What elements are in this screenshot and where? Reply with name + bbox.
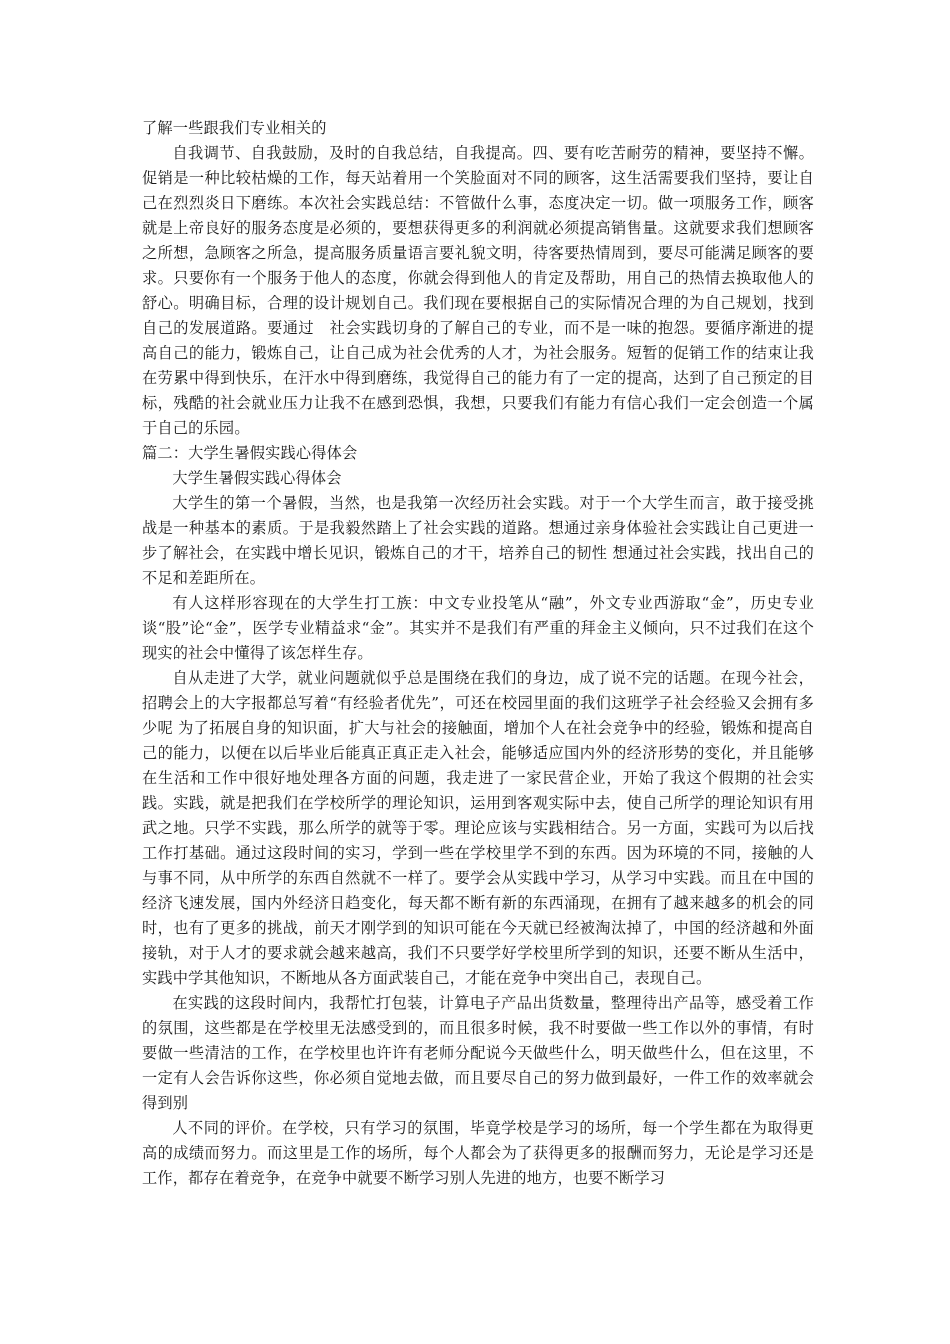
paragraph-student-workers: 有人这样形容现在的大学生打工族：中文专业投笔从“融”，外文专业西游取“金”，历史专业谈“股”论“金”，医学专业精益求“金”。其实并不是我们有严重的拜金主义倾向，只不过我们在这个现实的社会中懂得了该怎样生存。	[142, 594, 814, 662]
paragraph-employment: 自从走进了大学，就业问题就似乎总是围绕在我们的身边，成了说不完的话题。在现今社会，招聘会上的大字报都总写着“有经验者优先”，可还在校园里面的我们这班学子社会经验又会拥有多少呢 为了拓展自身的知识面，扩大与社会的接触面，增加个人在社会竞争中的经验，锻炼和提高自己的能力，以便在以后毕业后能真正真正走入社会，能够适应国内外的经济形势的变化，并且能够在生活和工作中很好地处理各方面的问题，我走进了一家民营企业，开始了我这个假期的社会实践。实践，就是把我们在学校所学的理论知识，运用到客观实际中去，使自己所学的理论知识有用武之地。只学不实践，那么所学的就等于零。理论应该与实践相结合。另一方面，实践可为以后找工作打基础。通过这段时间的实习，学到一些在学校里学不到的东西。因为环境的不同，接触的人与事不同，从中所学的东西自然就不一样了。要学会从实践中学习，从学习中实践。而且在中国的经济飞速发展，国内外经济日趋变化，每天都不断有新的东西涌现，在拥有了越来越多的机会的同时，也有了更多的挑战，前天才刚学到的知识可能在今天就已经被淘汰掉了，中国的经济越和外面接轨，对于人才的要求就会越来越高，我们不只要学好学校里所学到的知识，还要不断从生活中，实践中学其他知识，不断地从各方面武装自己，才能在竞争中突出自己，表现自己。	[142, 669, 814, 987]
document-page	[142, 116, 814, 1191]
section-heading: 篇二：大学生暑假实践心得体会	[142, 444, 358, 462]
paragraph-self-regulation: 自我调节、自我鼓励，及时的自我总结，自我提高。四、要有吃苦耐劳的精神，要坚持不懈。促销是一种比较枯燥的工作，每天站着用一个笑脸面对不同的顾客，这生活需要我们坚持，要让自己在烈烈炎日下磨练。本次社会实践总结：不管做什么事，态度决定一切。做一项服务工作，顾客就是上帝良好的服务态度是必须的，要想获得更多的利润就必须提高销售量。这就要求我们想顾客之所想，急顾客之所急，提高服务质量语言要礼貌文明，待客要热情周到，要尽可能满足顾客的要求。只要你有一个服务于他人的态度，你就会得到他人的肯定及帮助，用自己的热情去换取他人的舒心。明确目标，合理的设计规划自己。我们现在要根据自己的实际情况合理的为自己规划，找到自己的发展道路。要通过 社会实践切身的了解自己的专业，而不是一味的抱怨。要循序渐进的提高自己的能力，锻炼自己，让自己成为社会优秀的人才，为社会服务。短暂的促销工作的结束让我在劳累中得到快乐，在汗水中得到磨练，我觉得自己的能力有了一定的提高，达到了自己预定的目标，残酷的社会就业压力让我不在感到恐惧，我想，只要我们有能力有信心我们一定会创造一个属于自己的乐园。	[142, 144, 814, 437]
paragraph-evaluation: 人不同的评价。在学校，只有学习的氛围，毕竟学校是学习的场所，每一个学生都在为取得更高的成绩而努力。而这里是工作的场所，每个人都会为了获得更多的报酬而努力，无论是学习还是工作，都存在着竞争，在竞争中就要不断学习别人先进的地方，也要不断学习	[142, 1119, 814, 1187]
paragraph-first-summer: 大学生的第一个暑假，当然，也是我第一次经历社会实践。对于一个大学生而言，敢于接受挑战是一种基本的素质。于是我毅然踏上了社会实践的道路。想通过亲身体验社会实践让自己更进一步了解社会，在实践中增长见识，锻炼自己的才干，培养自己的韧性 想通过社会实践，找出自己的不足和差距所在。	[142, 494, 814, 587]
article-title: 大学生暑假实践心得体会	[172, 469, 342, 487]
paragraph-practice-period: 在实践的这段时间内，我帮忙打包装，计算电子产品出货数量，整理待出产品等，感受着工作的氛围，这些都是在学校里无法感受到的，而且很多时候，我不时要做一些工作以外的事情，有时要做一些清洁的工作，在学校里也许许有老师分配说今天做些什么，明天做些什么，但在这里，不一定有人会告诉你这些，你必须自觉地去做，而且要尽自己的努力做到最好，一件工作的效率就会得到别	[142, 994, 814, 1112]
paragraph-fragment: 了解一些跟我们专业相关的	[142, 119, 327, 137]
